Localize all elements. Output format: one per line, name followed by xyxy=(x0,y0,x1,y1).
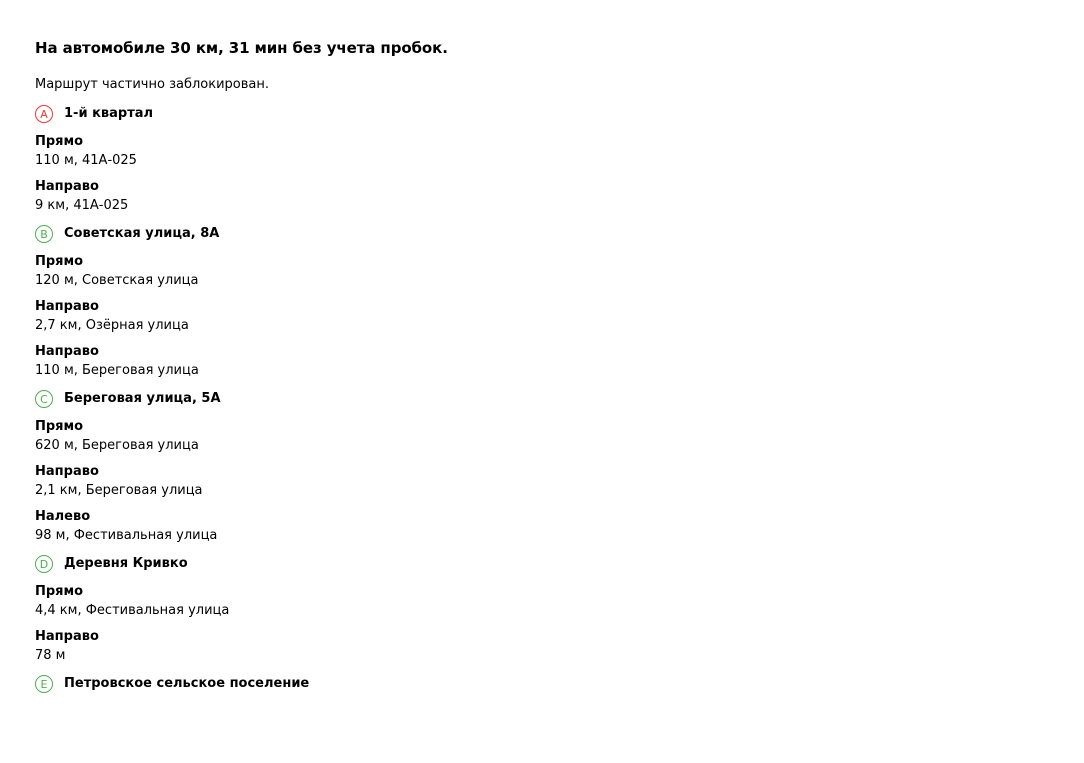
step-detail: 4,4 км, Фестивальная улица xyxy=(35,603,230,618)
route-step xyxy=(35,132,1049,170)
route-step xyxy=(35,417,1049,455)
route-list xyxy=(35,103,1049,695)
step-detail: 110 м, Береговая улица xyxy=(35,363,199,378)
step-detail: 120 м, Советская улица xyxy=(35,273,199,288)
route-summary: На автомобиле 30 км, 31 мин без учета пробок. xyxy=(35,39,448,57)
step-maneuver: Налево xyxy=(35,509,91,524)
route-step xyxy=(35,297,1049,335)
waypoint-name: 1-й квартал xyxy=(64,106,154,121)
route-step xyxy=(35,342,1049,380)
route-step xyxy=(35,462,1049,500)
waypoint-b xyxy=(35,223,1049,245)
step-maneuver: Прямо xyxy=(35,584,84,599)
step-detail: 110 м, 41А-025 xyxy=(35,153,137,168)
waypoint-name: Деревня Кривко xyxy=(64,556,188,571)
waypoint-marker-icon: D xyxy=(35,555,53,573)
step-maneuver: Направо xyxy=(35,344,99,359)
step-maneuver: Прямо xyxy=(35,419,84,434)
waypoint-a xyxy=(35,103,1049,125)
step-maneuver: Направо xyxy=(35,464,99,479)
waypoint-name: Петровское сельское поселение xyxy=(64,676,310,691)
step-maneuver: Прямо xyxy=(35,254,84,269)
waypoint-d xyxy=(35,553,1049,575)
start-marker-icon: A xyxy=(35,105,53,123)
step-maneuver: Прямо xyxy=(35,134,84,149)
waypoint-marker-icon: B xyxy=(35,225,53,243)
step-detail: 78 м xyxy=(35,648,66,663)
route-step xyxy=(35,177,1049,215)
route-step xyxy=(35,582,1049,620)
step-detail: 2,7 км, Озёрная улица xyxy=(35,318,189,333)
waypoint-name: Советская улица, 8А xyxy=(64,226,220,241)
step-maneuver: Направо xyxy=(35,299,99,314)
route-step xyxy=(35,252,1049,290)
waypoint-marker-icon: C xyxy=(35,390,53,408)
waypoint-name: Береговая улица, 5А xyxy=(64,391,221,406)
waypoint-marker-icon: E xyxy=(35,675,53,693)
step-detail: 2,1 км, Береговая улица xyxy=(35,483,203,498)
route-blocked-notice: Маршрут частично заблокирован. xyxy=(35,77,269,92)
route-step xyxy=(35,627,1049,665)
step-detail: 98 м, Фестивальная улица xyxy=(35,528,218,543)
step-maneuver: Направо xyxy=(35,179,99,194)
step-maneuver: Направо xyxy=(35,629,99,644)
waypoint-e xyxy=(35,673,1049,695)
route-step xyxy=(35,507,1049,545)
step-detail: 9 км, 41А-025 xyxy=(35,198,129,213)
waypoint-c xyxy=(35,388,1049,410)
step-detail: 620 м, Береговая улица xyxy=(35,438,199,453)
